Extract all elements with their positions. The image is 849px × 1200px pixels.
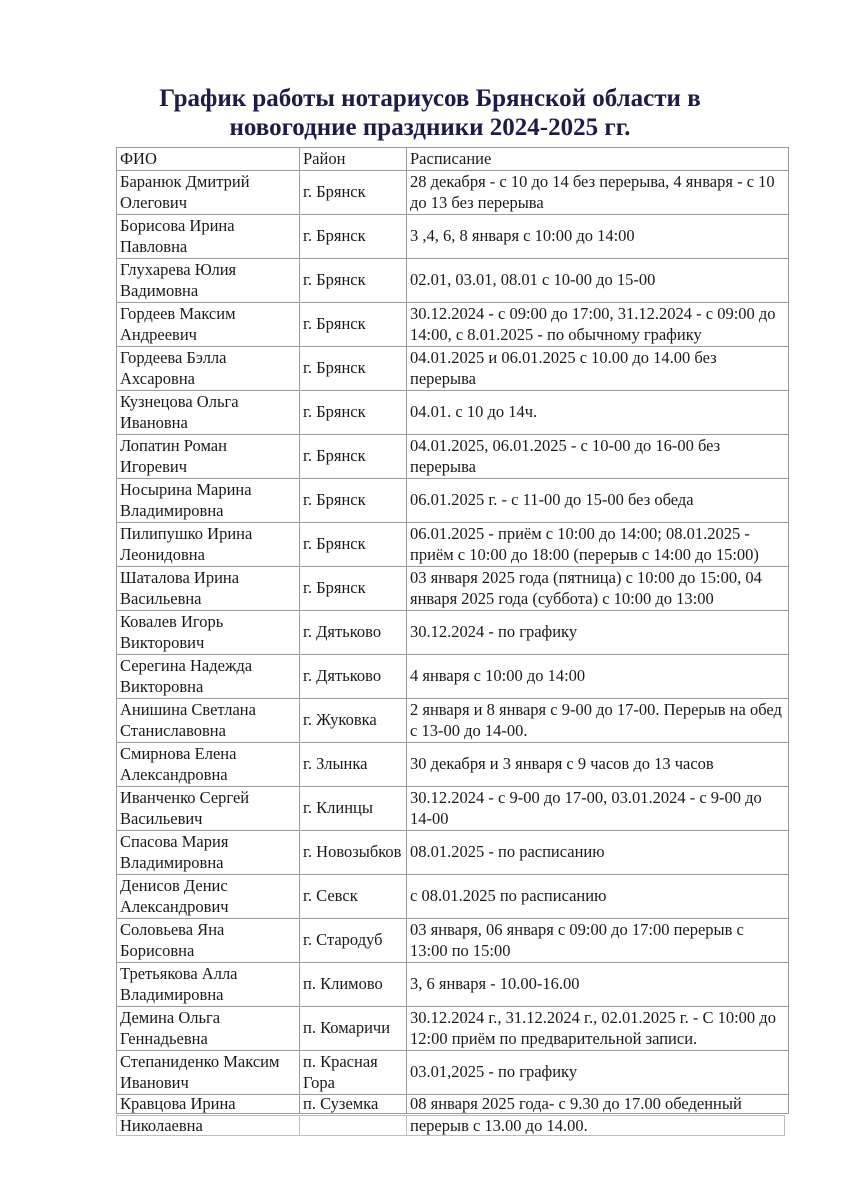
table-row	[117, 390, 789, 434]
schedule-table-continuation	[116, 1115, 785, 1136]
cell-district: г. Жуковка	[300, 698, 407, 742]
cell-district: г. Брянск	[300, 170, 407, 214]
cell-name: Демина Ольга Геннадьевна	[117, 1006, 300, 1050]
cell-schedule: перерыв с 13.00 до 14.00.	[407, 1116, 785, 1136]
cell-district: г. Клинцы	[300, 786, 407, 830]
table-header-row	[117, 148, 789, 171]
cell-schedule: 08.01.2025 - по расписанию	[407, 830, 789, 874]
cell-district: г. Брянск	[300, 390, 407, 434]
cell-name: Борисова Ирина Павловна	[117, 214, 300, 258]
cell-district: г. Брянск	[300, 478, 407, 522]
table-row	[117, 170, 789, 214]
table-row	[117, 566, 789, 610]
table-row	[117, 1006, 789, 1050]
cell-schedule: 04.01. с 10 до 14ч.	[407, 390, 789, 434]
table-row	[117, 1050, 789, 1094]
table-row	[117, 962, 789, 1006]
cell-district: г. Севск	[300, 874, 407, 918]
cell-name: Баранюк Дмитрий Олегович	[117, 170, 300, 214]
cell-name: Денисов Денис Александрович	[117, 874, 300, 918]
cell-name: Анишина Светлана Станиславовна	[117, 698, 300, 742]
table-row	[117, 346, 789, 390]
table-row	[117, 1116, 785, 1136]
cell-district: г. Новозыбков	[300, 830, 407, 874]
cell-name: Третьякова Алла Владимировна	[117, 962, 300, 1006]
cell-schedule: 03.01,2025 - по графику	[407, 1050, 789, 1094]
cell-schedule: 03 января, 06 января с 09:00 до 17:00 перерыв с 13:00 по 15:00	[407, 918, 789, 962]
title-line-1: График работы нотариусов Брянской области в	[159, 85, 701, 112]
cell-district: г. Брянск	[300, 434, 407, 478]
table-row	[117, 302, 789, 346]
cell-schedule: 02.01, 03.01, 08.01 с 10-00 до 15-00	[407, 258, 789, 302]
cell-name: Глухарева Юлия Вадимовна	[117, 258, 300, 302]
cell-schedule: 3, 6 января - 10.00-16.00	[407, 962, 789, 1006]
cell-district: п. Суземка	[300, 1094, 407, 1113]
cell-schedule: 04.01.2025 и 06.01.2025 с 10.00 до 14.00 без перерыва	[407, 346, 789, 390]
cell-name: Соловьева Яна Борисовна	[117, 918, 300, 962]
cell-schedule: 30.12.2024 - с 9-00 до 17-00, 03.01.2024 - с 9-00 до 14-00	[407, 786, 789, 830]
cell-district: г. Стародуб	[300, 918, 407, 962]
cell-schedule: 06.01.2025 - приём с 10:00 до 14:00; 08.01.2025 - приём с 10:00 до 18:00 (перерыв с 14:00 до 15:00)	[407, 522, 789, 566]
cell-schedule: 04.01.2025, 06.01.2025 - с 10-00 до 16-00 без перерыва	[407, 434, 789, 478]
page-title	[120, 84, 740, 142]
cell-district: г. Брянск	[300, 302, 407, 346]
cell-name: Спасова Мария Владимировна	[117, 830, 300, 874]
table-row	[117, 830, 789, 874]
cell-district: г. Дятьково	[300, 654, 407, 698]
title-line-2: новогодние праздники 2024-2025 гг.	[229, 114, 631, 141]
table-row	[117, 742, 789, 786]
schedule-table	[116, 147, 789, 1114]
table-row	[117, 874, 789, 918]
cell-name: Ковалев Игорь Викторович	[117, 610, 300, 654]
cell-district: г. Дятьково	[300, 610, 407, 654]
cell-district: г. Брянск	[300, 346, 407, 390]
cell-schedule: 30 декабря и 3 января с 9 часов до 13 часов	[407, 742, 789, 786]
cell-district: г. Брянск	[300, 258, 407, 302]
cell-name: Иванченко Сергей Васильевич	[117, 786, 300, 830]
cell-schedule: 30.12.2024 - по графику	[407, 610, 789, 654]
table-row	[117, 654, 789, 698]
cell-district: п. Комаричи	[300, 1006, 407, 1050]
cell-name: Серегина Надежда Викторовна	[117, 654, 300, 698]
header-schedule: Расписание	[407, 148, 789, 171]
cell-schedule: 03 января 2025 года (пятница) с 10:00 до 15:00, 04 января 2025 года (суббота) с 10:00 до 13:00	[407, 566, 789, 610]
table-row	[117, 786, 789, 830]
table-row	[117, 434, 789, 478]
cell-name: Гордеев Максим Андреевич	[117, 302, 300, 346]
table-row	[117, 258, 789, 302]
cell-district: г. Брянск	[300, 522, 407, 566]
table-row	[117, 214, 789, 258]
cell-schedule: 30.12.2024 - с 09:00 до 17:00, 31.12.2024 - с 09:00 до 14:00, с 8.01.2025 - по обычному графику	[407, 302, 789, 346]
cell-name: Кравцова Ирина	[117, 1094, 300, 1113]
cell-district	[300, 1116, 407, 1136]
cell-district: г. Брянск	[300, 214, 407, 258]
table-row	[117, 698, 789, 742]
cell-schedule: с 08.01.2025 по расписанию	[407, 874, 789, 918]
cell-name: Шаталова Ирина Васильевна	[117, 566, 300, 610]
cell-schedule: 2 января и 8 января с 9-00 до 17-00. Перерыв на обед с 13-00 до 14-00.	[407, 698, 789, 742]
cell-name: Пилипушко Ирина Леонидовна	[117, 522, 300, 566]
cell-schedule: 06.01.2025 г. - с 11-00 до 15-00 без обеда	[407, 478, 789, 522]
cell-name: Гордеева Бэлла Ахсаровна	[117, 346, 300, 390]
cell-schedule: 30.12.2024 г., 31.12.2024 г., 02.01.2025 г. - С 10:00 до 12:00 приём по предварительной записи.	[407, 1006, 789, 1050]
cell-name: Носырина Марина Владимировна	[117, 478, 300, 522]
header-name: ФИО	[117, 148, 300, 171]
cell-name: Смирнова Елена Александровна	[117, 742, 300, 786]
cell-name: Николаевна	[117, 1116, 300, 1136]
cell-district: г. Злынка	[300, 742, 407, 786]
table-row	[117, 610, 789, 654]
cell-district: г. Брянск	[300, 566, 407, 610]
table-row	[117, 478, 789, 522]
cell-schedule: 28 декабря - с 10 до 14 без перерыва, 4 января - с 10 до 13 без перерыва	[407, 170, 789, 214]
cell-name: Степаниденко Максим Иванович	[117, 1050, 300, 1094]
cell-district: п. Климово	[300, 962, 407, 1006]
table-row	[117, 1094, 789, 1113]
cell-schedule: 3 ,4, 6, 8 января с 10:00 до 14:00	[407, 214, 789, 258]
cell-name: Кузнецова Ольга Ивановна	[117, 390, 300, 434]
cell-district: п. Красная Гора	[300, 1050, 407, 1094]
header-district: Район	[300, 148, 407, 171]
cell-name: Лопатин Роман Игоревич	[117, 434, 300, 478]
table-row	[117, 522, 789, 566]
cell-schedule: 08 января 2025 года- с 9.30 до 17.00 обеденный	[407, 1094, 789, 1113]
cell-schedule: 4 января с 10:00 до 14:00	[407, 654, 789, 698]
table-row	[117, 918, 789, 962]
